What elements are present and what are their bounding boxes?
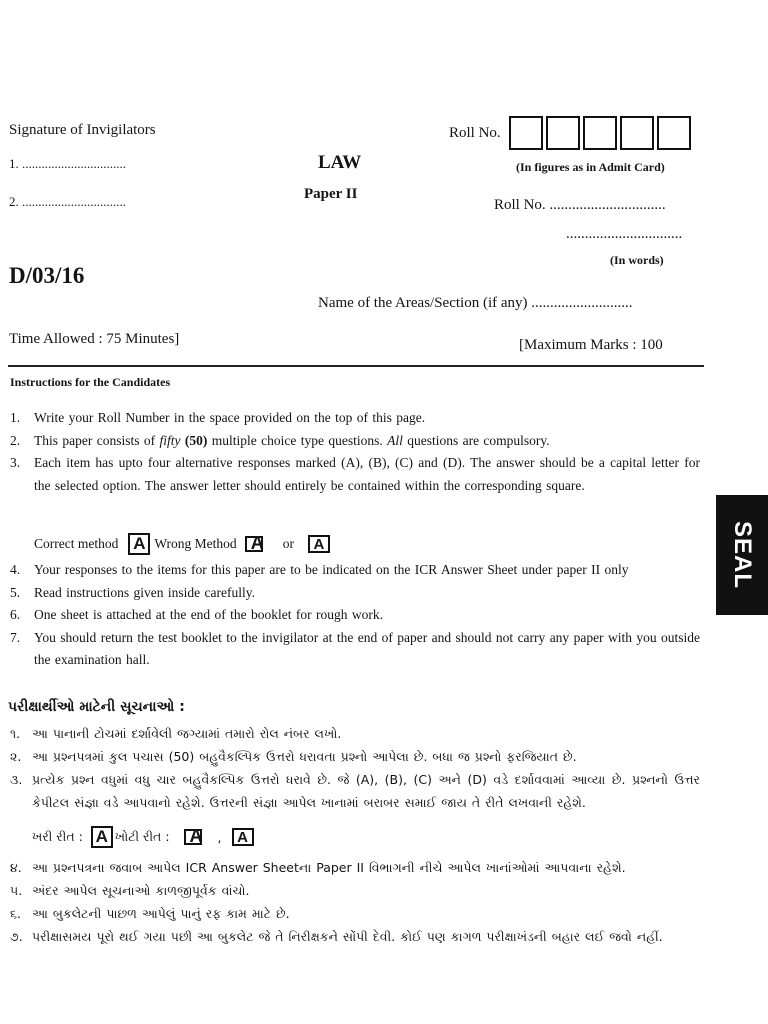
instruction-text: One sheet is attached at the end of the booklet for rough work. bbox=[34, 607, 384, 622]
instruction-text: questions are compulsory. bbox=[402, 432, 550, 448]
roll-digit-box[interactable] bbox=[509, 116, 543, 150]
correct-method-label: Correct method bbox=[34, 536, 119, 551]
instruction-number: 5. bbox=[10, 584, 21, 600]
roll-number-boxes[interactable] bbox=[509, 116, 694, 150]
roll-no-words-line[interactable]: Roll No. ............................... bbox=[494, 197, 666, 213]
instruction-text: આ પ્રશ્નપત્રના જવાબ આપેલ ICR Answer Sheetના Paper II વિભાગની નીચે આપેલ ખાનાંઓમાં આપવાના રહેશે. bbox=[32, 860, 626, 875]
instruction-item bbox=[10, 582, 700, 605]
roll-digit-box[interactable] bbox=[657, 116, 691, 150]
header-divider bbox=[8, 365, 704, 367]
instruction-text: Write your Roll Number in the space provided on the top of this page. bbox=[34, 410, 426, 425]
instruction-text: આ પ્રશ્નપત્રમાં કુલ પચાસ (50) બહુવૈકલ્પિક ઉત્તરો ધરાવતા પ્રશ્નો આપેલા છે. બધા જ પ્રશ્નો ફરજિયાત છે. bbox=[32, 749, 577, 764]
instruction-text: આ પાનાની ટોચમાં દર્શાવેલી જગ્યામાં તમારો રોલ નંબર લખો. bbox=[32, 726, 342, 741]
wrong-method-box-1: A bbox=[184, 827, 208, 847]
gujarati-instruction-item bbox=[10, 745, 700, 768]
instruction-item bbox=[10, 430, 700, 453]
instruction-number: ૪. bbox=[10, 860, 22, 875]
instruction-text: multiple choice type questions. bbox=[207, 432, 388, 448]
instruction-number: 7. bbox=[10, 629, 21, 645]
instruction-number: 6. bbox=[10, 607, 21, 622]
instruction-text: You should return the test booklet to the invigilator at the end of paper and should not carry any paper with you outside the examination hall. bbox=[34, 629, 700, 667]
wrong-method-box-2: A bbox=[232, 828, 254, 846]
subject-title: LAW bbox=[318, 152, 362, 173]
areas-section-field[interactable]: Name of the Areas/Section (if any) ........................... bbox=[318, 295, 633, 311]
instruction-text: Each item has upto four alternative responses marked (A), (B), (C) and (D). The answer should be a capital letter for the selected option. The answer letter should entirely be contained within the corresponding square. bbox=[34, 455, 700, 493]
gujarati-instruction-item bbox=[10, 879, 700, 902]
wrong-method-box-2: A bbox=[308, 535, 330, 553]
gujarati-instruction-item bbox=[10, 768, 700, 814]
instruction-number: ૭. bbox=[10, 929, 23, 944]
instruction-number: ૧. bbox=[10, 726, 21, 741]
wrong-method-label: ખોટી રીત : bbox=[114, 829, 170, 844]
wrong-method-label: Wrong Method bbox=[154, 536, 237, 551]
instructions-list-part2 bbox=[10, 559, 700, 672]
instruction-number: ૬. bbox=[10, 906, 21, 921]
instruction-number: ૩. bbox=[10, 772, 23, 787]
gujarati-instruction-item bbox=[10, 925, 700, 948]
answer-method-example bbox=[34, 533, 330, 555]
or-label: or bbox=[282, 536, 294, 551]
seal-label: SEAL bbox=[729, 520, 757, 590]
gujarati-instructions-part2 bbox=[10, 856, 700, 948]
instruction-text: આ બુકલેટની પાછળ આપેલું પાનું રફ કામ માટે છે. bbox=[32, 906, 290, 921]
roll-no-label: Roll No. bbox=[449, 125, 501, 141]
instruction-item bbox=[10, 452, 700, 497]
instruction-item bbox=[10, 407, 700, 430]
gujarati-instructions-heading: પરીક્ષાર્થીઓ માટેની સૂચનાઓ : bbox=[8, 699, 185, 715]
correct-method-box: A bbox=[91, 826, 113, 848]
roll-digit-box[interactable] bbox=[620, 116, 654, 150]
maximum-marks: [Maximum Marks : 100 bbox=[519, 337, 663, 353]
instruction-strong: (50) bbox=[180, 432, 208, 448]
gujarati-instruction-item bbox=[10, 856, 700, 879]
words-note: (In words) bbox=[610, 253, 664, 267]
invigilator-signature-line-1[interactable]: 1. ................................ bbox=[9, 156, 126, 171]
instructions-list-part1 bbox=[10, 407, 700, 497]
instruction-text: પરીક્ષાસમય પૂરો થઈ ગયા પછી આ બુકલેટ જે તે નિરીક્ષકને સોંપી દેવી. કોઈ પણ કાગળ પરીક્ષાખંડની બહાર લઈ જવો નહીં. bbox=[32, 929, 663, 944]
gujarati-instruction-item bbox=[10, 722, 700, 745]
instruction-number: 4. bbox=[10, 562, 21, 577]
separator: , bbox=[217, 829, 222, 845]
instruction-number: 2. bbox=[10, 432, 21, 448]
roll-digit-box[interactable] bbox=[583, 116, 617, 150]
seal-tab bbox=[716, 495, 768, 615]
signature-label: Signature of Invigilators bbox=[9, 122, 156, 138]
instruction-number: ૨. bbox=[10, 749, 22, 764]
instruction-number: 3. bbox=[10, 455, 21, 470]
paper-code: D/03/16 bbox=[9, 263, 85, 288]
instruction-item bbox=[10, 559, 700, 582]
instruction-emphasis: fifty bbox=[159, 432, 181, 448]
roll-digit-box[interactable] bbox=[546, 116, 580, 150]
correct-method-label: ખરી રીત : bbox=[32, 829, 83, 844]
instruction-item bbox=[10, 627, 700, 672]
instruction-text: Read instructions given inside carefully. bbox=[34, 584, 255, 600]
instruction-emphasis: All bbox=[387, 432, 403, 448]
time-allowed: Time Allowed : 75 Minutes] bbox=[9, 331, 180, 347]
roll-no-words-line-2[interactable]: ............................... bbox=[566, 226, 683, 242]
instruction-text: અંદર આપેલ સૂચનાઓ કાળજીપૂર્વક વાંચો. bbox=[32, 883, 250, 898]
paper-label: Paper II bbox=[304, 186, 358, 202]
instruction-text: પ્રત્યેક પ્રશ્ન વધુમાં વધુ ચાર બહુવૈકલ્પિક ઉત્તરો ધરાવે છે. જે (A), (B), (C) અને (D) વડે દર્શાવવામાં આવ્યા છે. પ્રશ્નનો ઉત્તર કેપીટલ સંજ્ઞા વડે આપવાનો રહેશે. ઉત્તરની સંજ્ઞા આપેલ ખાનામાં બરાબર સમાઈ જાય તે રીતે લખવાની રહેશે. bbox=[32, 772, 700, 810]
instruction-number: ૫. bbox=[10, 883, 23, 898]
correct-method-box: A bbox=[128, 533, 150, 555]
instruction-text: This paper consists of bbox=[34, 432, 160, 448]
invigilator-signature-line-2[interactable]: 2. ................................ bbox=[9, 194, 126, 209]
gujarati-instructions-part1 bbox=[10, 722, 700, 814]
wrong-method-box-1: A bbox=[245, 534, 269, 554]
figures-note: (In figures as in Admit Card) bbox=[516, 160, 665, 174]
gujarati-instruction-item bbox=[10, 902, 700, 925]
instruction-text: Your responses to the items for this paper are to be indicated on the ICR Answer Sheet under paper II only bbox=[34, 562, 629, 577]
gujarati-answer-method-example bbox=[32, 826, 254, 848]
instructions-heading: Instructions for the Candidates bbox=[10, 375, 171, 389]
instruction-number: 1. bbox=[10, 410, 21, 425]
instruction-item bbox=[10, 604, 700, 627]
